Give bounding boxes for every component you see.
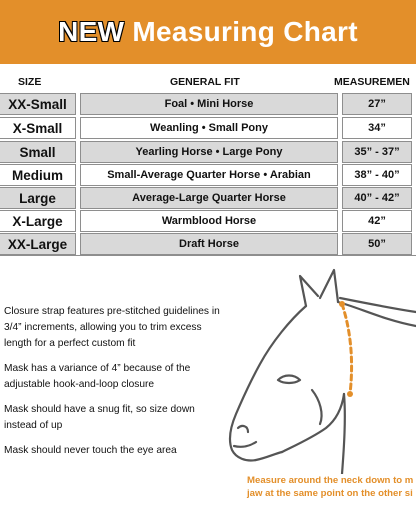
table-row (0, 141, 416, 163)
table-bottom-divider (0, 255, 416, 256)
size-cell: X-Large (0, 210, 76, 232)
measure-caption (247, 474, 416, 500)
fit-cell: Warmblood Horse (80, 210, 338, 232)
fit-cell: Foal • Mini Horse (80, 93, 338, 115)
measurement-cell: 34” (342, 117, 412, 139)
note-strap: Closure strap features pre-stitched guidelines in 3/4” increments, allowing you to trim excess length for a perfect custom fit (4, 306, 220, 349)
fit-column-header: GENERAL FIT (170, 76, 240, 88)
measurement-cell: 27” (342, 93, 412, 115)
chart-title: Measuring Chart (132, 16, 358, 47)
fit-cell: Weanling • Small Pony (80, 117, 338, 139)
table-row (0, 164, 416, 186)
horse-head-icon (220, 268, 416, 474)
column-headers (0, 76, 416, 90)
table-row (0, 233, 416, 255)
note-snug-fit: Mask should have a snug fit, so size down instead of up (4, 404, 195, 431)
fitting-notes (4, 304, 224, 468)
chart-header (0, 0, 416, 64)
fit-cell: Draft Horse (80, 233, 338, 255)
table-row (0, 117, 416, 139)
size-cell: XX-Small (0, 93, 76, 115)
fit-cell: Small-Average Quarter Horse • Arabian (80, 164, 338, 186)
caption-line-1: Measure around the neck down to m (247, 475, 414, 486)
caption-line-2: jaw at the same point on the other si (247, 488, 413, 499)
fit-cell: Yearling Horse • Large Pony (80, 141, 338, 163)
note-variance: Mask has a variance of 4” because of the adjustable hook-and-loop closure (4, 363, 191, 390)
size-cell: Medium (0, 164, 76, 186)
note-eye-area: Mask should never touch the eye area (4, 445, 177, 456)
size-cell: XX-Large (0, 233, 76, 255)
measurement-column-header: MEASUREMEN (334, 76, 410, 88)
measurement-cell: 35” - 37” (342, 141, 412, 163)
size-column-header: SIZE (18, 76, 42, 88)
measurement-cell: 50” (342, 233, 412, 255)
size-cell: Large (0, 187, 76, 209)
table-row (0, 187, 416, 209)
measurement-cell: 38” - 40” (342, 164, 412, 186)
measurement-cell: 42” (342, 210, 412, 232)
size-cell: X-Small (0, 117, 76, 139)
size-cell: Small (0, 141, 76, 163)
new-label: NEW (58, 16, 125, 47)
measurement-cell: 40” - 42” (342, 187, 412, 209)
table-row (0, 210, 416, 232)
fit-cell: Average-Large Quarter Horse (80, 187, 338, 209)
table-row (0, 93, 416, 115)
